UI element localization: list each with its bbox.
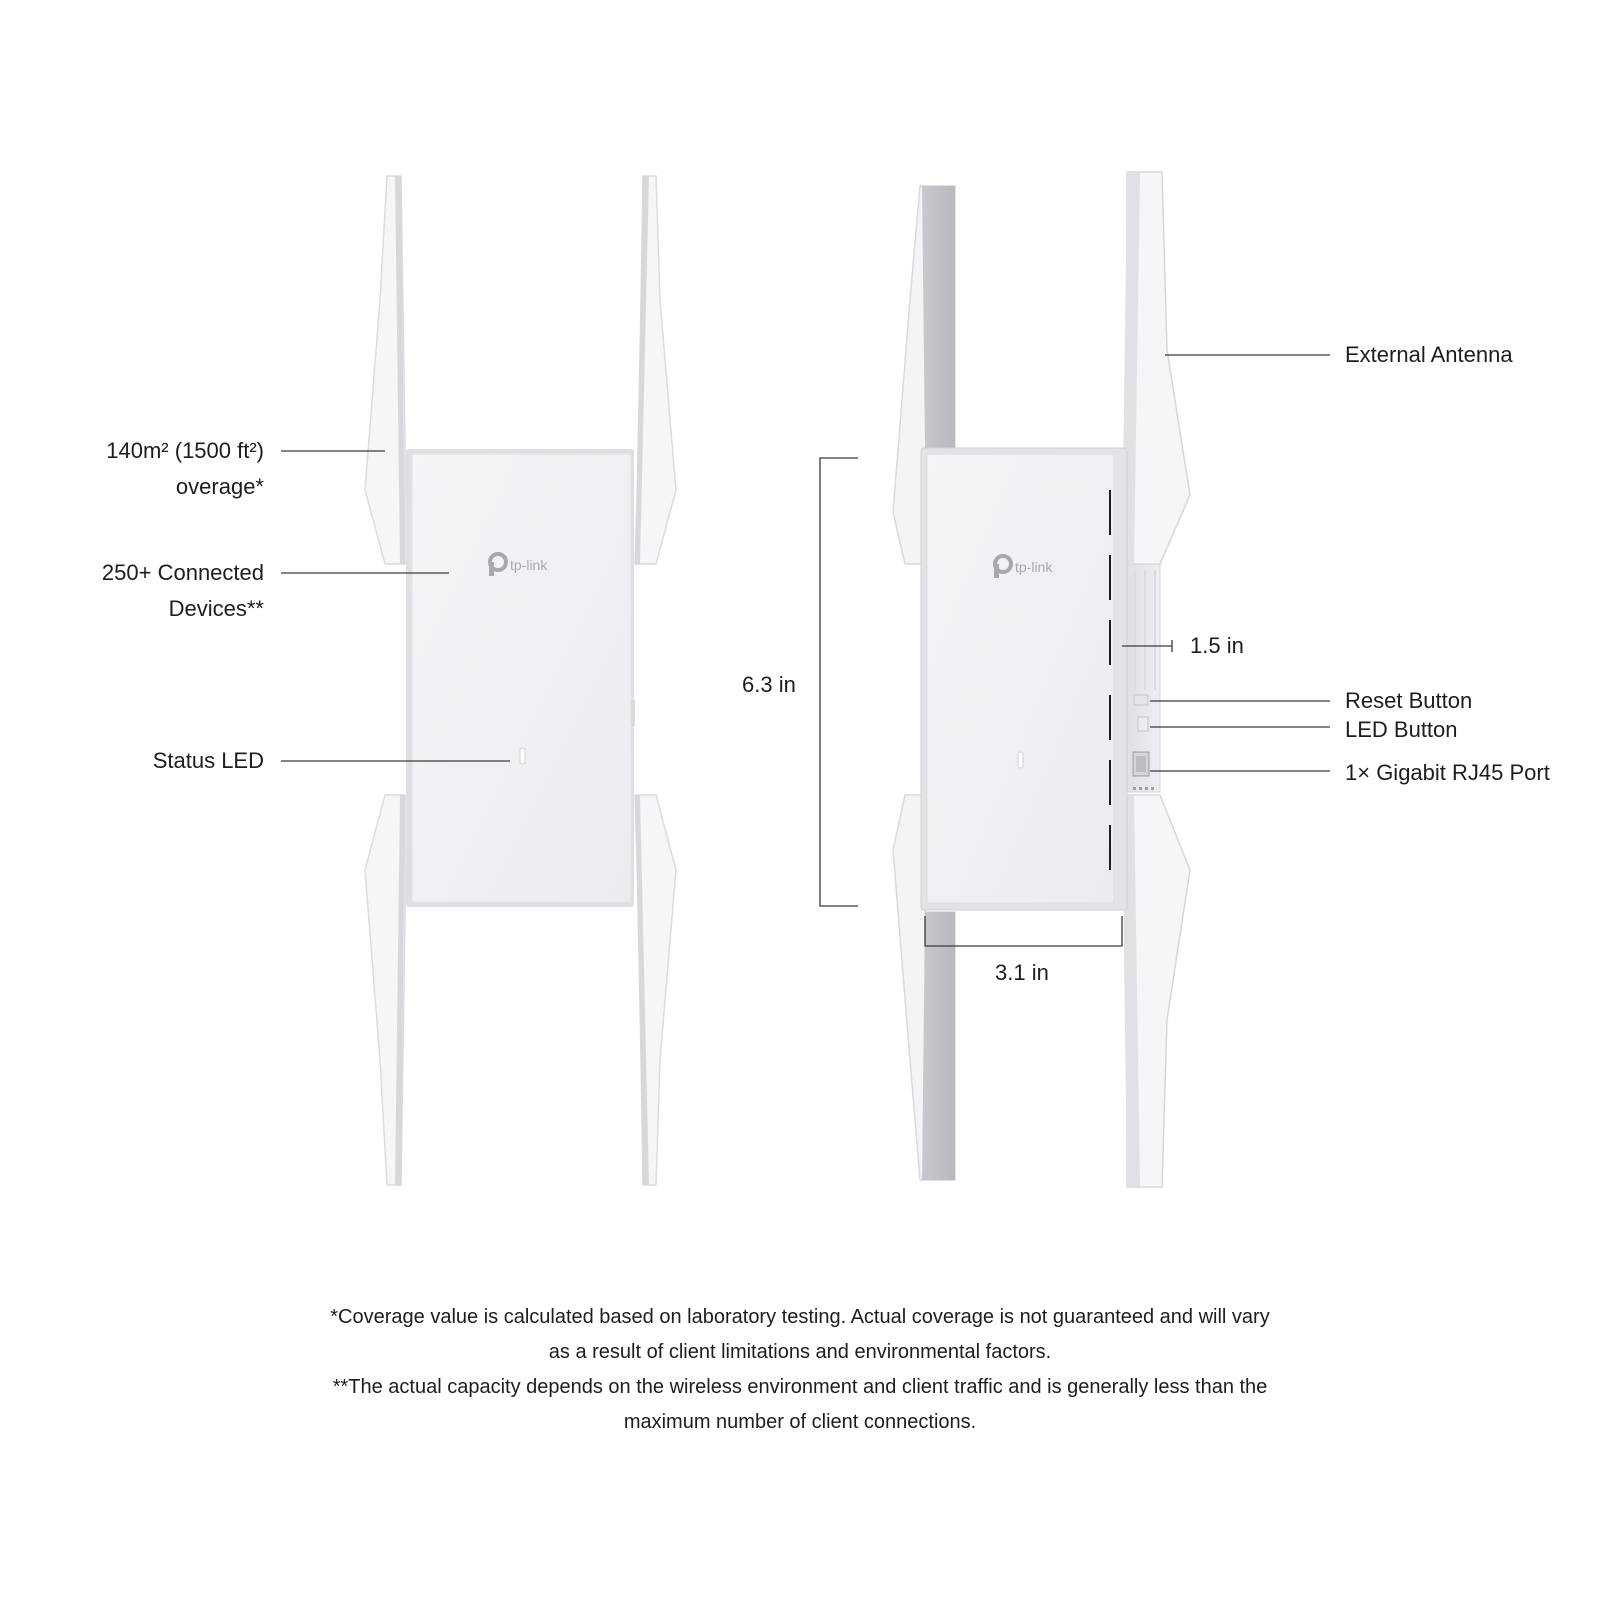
status-led-text: Status LED xyxy=(152,748,264,773)
svg-text:tp-link: tp-link xyxy=(510,557,548,573)
devices-line1: 250+ Connected xyxy=(101,560,264,585)
side-body-panel xyxy=(927,454,1114,903)
side-antenna-top-right xyxy=(1122,172,1190,564)
coverage-label-2 xyxy=(176,469,264,505)
rj45-port-label: 1× Gigabit RJ45 Port xyxy=(1345,760,1550,785)
external-antenna-label: External Antenna xyxy=(1345,342,1513,367)
coverage-label xyxy=(106,433,264,469)
front-view-device xyxy=(365,176,676,1185)
footnote-line: as a result of client limitations and environmental factors. xyxy=(548,1341,1052,1363)
footnote-line: maximum number of client connections. xyxy=(623,1411,977,1433)
side-status-led xyxy=(1018,752,1023,768)
front-antenna-top-left xyxy=(365,176,405,564)
height-dimension-label: 6.3 in xyxy=(742,672,796,697)
front-antenna-top-right xyxy=(635,176,676,564)
svg-text:tp-link: tp-link xyxy=(1015,559,1053,575)
status-led-light xyxy=(520,748,525,764)
front-antenna-bottom-left xyxy=(365,795,405,1185)
side-antenna-bottom-right xyxy=(1122,795,1190,1187)
devices-line2: Devices** xyxy=(168,596,264,621)
devices-label xyxy=(102,555,264,591)
reset-button-label: Reset Button xyxy=(1345,688,1473,713)
coverage-line1: 140m² (1500 ft²) xyxy=(106,438,264,463)
width-dimension-label: 3.1 in xyxy=(995,960,1049,985)
side-view-device xyxy=(893,172,1190,1187)
devices-label-2 xyxy=(169,591,264,627)
depth-dimension-label: 1.5 in xyxy=(1190,633,1244,658)
height-bracket xyxy=(820,458,858,906)
front-body-panel xyxy=(412,454,631,902)
coverage-line2: overage* xyxy=(175,474,264,499)
status-led-label xyxy=(153,743,264,779)
front-antenna-bottom-right xyxy=(635,795,676,1185)
footnotes xyxy=(200,1300,1400,1440)
footnote-line: **The actual capacity depends on the wireless environment and client traffic and is generally less than the xyxy=(332,1376,1268,1398)
footnote-line: *Coverage value is calculated based on laboratory testing. Actual coverage is not guaranteed and will vary xyxy=(330,1306,1270,1328)
led-button-label: LED Button xyxy=(1345,717,1458,742)
